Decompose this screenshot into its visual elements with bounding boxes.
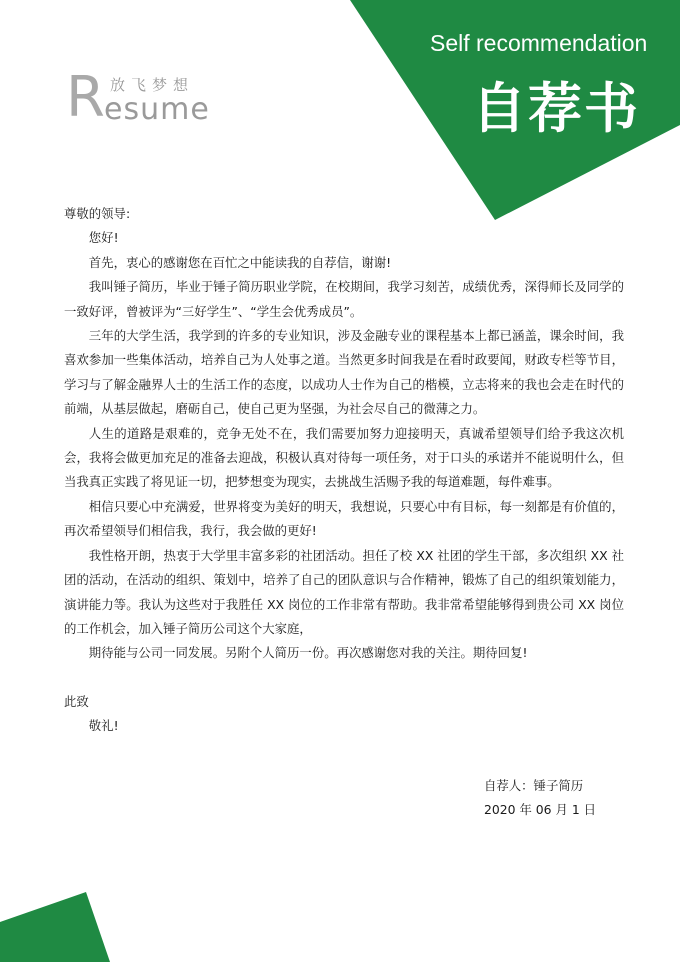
paragraph: 首先，衷心的感谢您在百忙之中能读我的自荐信，谢谢! <box>88 254 392 270</box>
paragraph: 我叫锤子简历，毕业于锤子简历职业学院，在校期间，我学习刻苦，成绩优秀，深得师长及同学的一致好评，曾被评为“三好学生”、“学生会优秀成员”。 <box>64 279 624 319</box>
letter-body <box>64 202 624 739</box>
paragraph: 您好! <box>88 230 119 246</box>
green-triangle-bottom <box>0 892 110 962</box>
resume-logo <box>66 65 226 130</box>
paragraph: 期待能与公司一同发展。另附个人简历一份。再次感谢您对我的关注。期待回复! <box>88 645 528 661</box>
closing-phrase: 此致 <box>64 693 89 709</box>
salutation: 尊敬的领导: <box>64 206 131 221</box>
bottom-left-green-decoration <box>0 880 110 962</box>
signature-date: 2020 年 06 月 1 日 <box>484 802 597 818</box>
logo-letter: R <box>66 65 105 130</box>
header-subtitle: Self recommendation <box>430 30 648 56</box>
page-title: 自荐书 <box>472 77 640 140</box>
logo-text: esume <box>104 92 210 127</box>
regards: 敬礼! <box>88 718 119 734</box>
paragraph: 我性格开朗，热衷于大学里丰富多彩的社团活动。担任了校 XX 社团的学生干部，多次组织 XX 社团的活动，在活动的组织、策划中，培养了自己的团队意识与合作精神，锻炼了自己的组织策划能力，演讲能力等。我认为这些对于我胜任 XX 岗位的工作非常有帮助。我非常希望能够得到贵公司 XX 岗位的工作机会，加入锤子简历公司这个大家庭， <box>64 547 624 636</box>
paragraph: 三年的大学生活，我学到的许多的专业知识，涉及金融专业的课程基本上都已涵盖，课余时间，我喜欢参加一些集体活动，培养自己为人处事之道。当然更多时间我是在看时政要闻，财政专栏等节目，学习与了解金融界人士的生活工作的态度，以成功人士作为自己的楷模，立志将来的我也会走在时代的前端，从基层做起，磨砺自己，使自己更为坚强，为社会尽自己的微薄之力。 <box>64 328 624 417</box>
signature-author: 自荐人：锤子简历 <box>484 778 584 793</box>
paragraph: 相信只要心中充满爱，世界将变为美好的明天，我想说，只要心中有目标，每一刻都是有价值的，再次希望领导们相信我，我行，我会做的更好! <box>64 498 624 539</box>
signature-block <box>484 774 596 823</box>
paragraph: 人生的道路是艰难的，竞争无处不在，我们需要加努力迎接明天，真诚希望领导们给予我这次机会，我将会做更加充足的准备去迎战，积极认真对待每一项任务，对于口头的承诺并不能说明什么，但当我真正实践了将见证一切，把梦想变为现实，去挑战生活赐予我的每道难题，每件难事。 <box>64 425 624 490</box>
logo-slogan: 放飞梦想 <box>110 76 195 94</box>
